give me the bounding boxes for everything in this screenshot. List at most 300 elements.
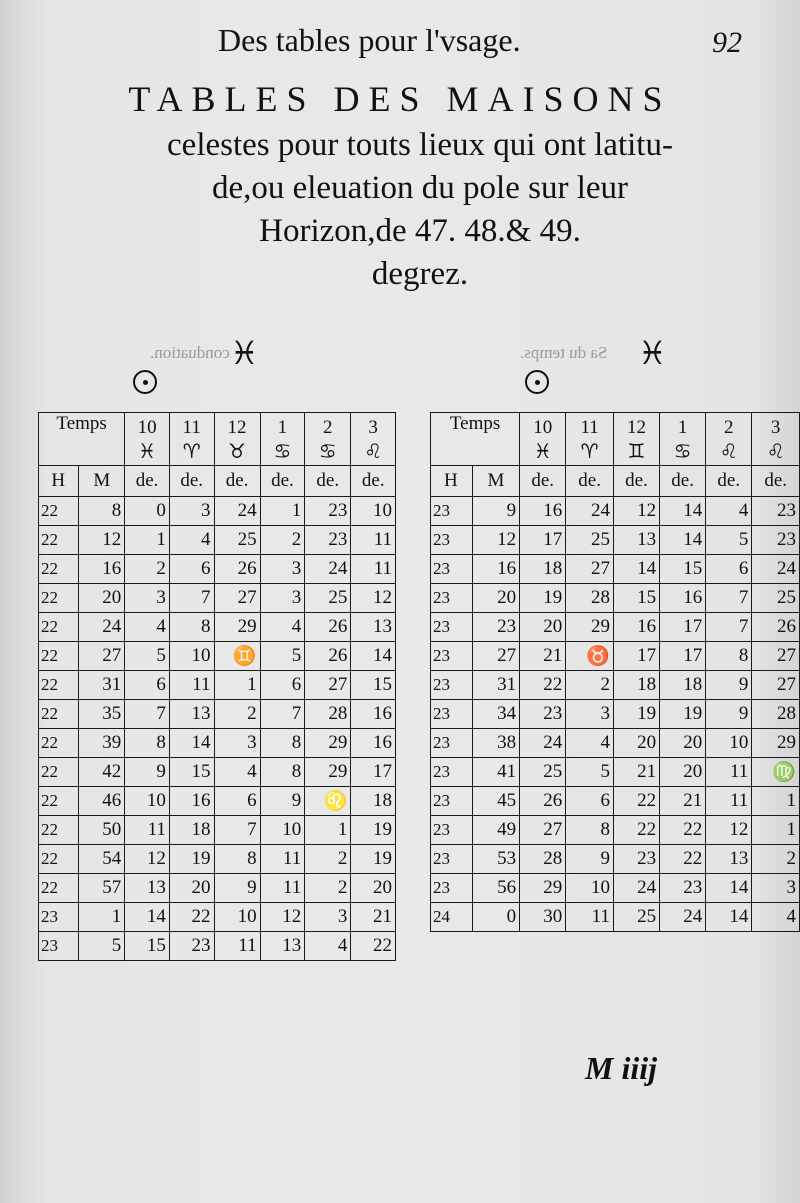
hour-cell: 23 (431, 700, 473, 729)
degree-cell: ♉ (566, 642, 614, 671)
degree-cell: 11 (125, 816, 170, 845)
degree-cell: 13 (169, 700, 214, 729)
hour-label: H (431, 466, 473, 497)
degree-cell: ♊ (214, 642, 260, 671)
degree-cell: 19 (660, 700, 706, 729)
table-row (39, 555, 396, 584)
house-number: 10 (520, 413, 566, 440)
degree-cell: 26 (520, 787, 566, 816)
degree-cell: 6 (169, 555, 214, 584)
table-row (39, 874, 396, 903)
degree-cell: 0 (125, 497, 170, 526)
degree-cell: 8 (260, 729, 305, 758)
minute-cell: 39 (79, 729, 125, 758)
degree-cell: 26 (305, 642, 351, 671)
degree-cell: 10 (706, 729, 752, 758)
zodiac-sign-icon: ♈ (169, 439, 214, 466)
degree-cell: 14 (706, 874, 752, 903)
degree-cell: 14 (660, 526, 706, 555)
degree-cell: 4 (214, 758, 260, 787)
degree-cell: 30 (520, 903, 566, 932)
degree-cell: 7 (260, 700, 305, 729)
degree-cell: 25 (520, 758, 566, 787)
degree-cell: 22 (169, 903, 214, 932)
degree-cell: 27 (520, 816, 566, 845)
hour-cell: 22 (39, 642, 79, 671)
degree-cell: 18 (520, 555, 566, 584)
house-number: 2 (305, 413, 351, 440)
minute-cell: 9 (472, 497, 519, 526)
degree-cell: 27 (214, 584, 260, 613)
degree-cell: 7 (169, 584, 214, 613)
degree-cell: 12 (125, 845, 170, 874)
degree-cell: 9 (706, 700, 752, 729)
minute-cell: 24 (79, 613, 125, 642)
degree-cell: 21 (520, 642, 566, 671)
degree-cell: 25 (566, 526, 614, 555)
page-number: 92 (712, 26, 742, 59)
table-row (39, 700, 396, 729)
degree-cell: 15 (125, 932, 170, 961)
degree-cell: 21 (351, 903, 396, 932)
degree-cell: 25 (214, 526, 260, 555)
degree-cell: 17 (613, 642, 659, 671)
degree-cell: 24 (613, 874, 659, 903)
degree-cell: 1 (214, 671, 260, 700)
show-through-text: conduation. (150, 343, 230, 362)
degree-label: de. (214, 466, 260, 497)
hour-cell: 22 (39, 671, 79, 700)
minute-cell: 5 (79, 932, 125, 961)
degree-cell: 21 (613, 758, 659, 787)
table-row (431, 903, 800, 932)
degree-cell: 23 (169, 932, 214, 961)
show-through-text: Sa du temps. (520, 343, 608, 362)
minute-cell: 8 (79, 497, 125, 526)
degree-cell: 5 (260, 642, 305, 671)
degree-cell: 2 (214, 700, 260, 729)
minute-cell: 23 (472, 613, 519, 642)
degree-cell: 1 (752, 816, 800, 845)
minute-cell: 42 (79, 758, 125, 787)
table-row (39, 903, 396, 932)
degree-label: de. (706, 466, 752, 497)
degree-cell: 15 (169, 758, 214, 787)
hour-cell: 23 (431, 787, 473, 816)
degree-cell: 21 (660, 787, 706, 816)
hour-cell: 24 (431, 903, 473, 932)
degree-cell: 27 (305, 671, 351, 700)
minute-cell: 12 (79, 526, 125, 555)
zodiac-sign-icon: ♌ (752, 439, 800, 466)
degree-cell: 16 (351, 700, 396, 729)
degree-cell: 2 (125, 555, 170, 584)
hour-cell: 23 (39, 903, 79, 932)
degree-cell: 13 (351, 613, 396, 642)
degree-label: de. (566, 466, 614, 497)
running-head (0, 22, 800, 66)
signature-mark: M iiij (585, 1050, 658, 1086)
hour-cell: 23 (431, 671, 473, 700)
degree-cell: 29 (752, 729, 800, 758)
zodiac-sign-icon: ♉ (214, 439, 260, 466)
hour-cell: 23 (431, 526, 473, 555)
degree-cell: ♍ (752, 758, 800, 787)
table-row (39, 758, 396, 787)
table-row (431, 584, 800, 613)
hour-cell: 23 (39, 932, 79, 961)
minute-cell: 54 (79, 845, 125, 874)
degree-cell: 10 (351, 497, 396, 526)
degree-cell: 9 (706, 671, 752, 700)
unit-row (431, 466, 800, 497)
degree-cell: 11 (706, 787, 752, 816)
degree-cell: 28 (752, 700, 800, 729)
table-row (431, 613, 800, 642)
house-number: 10 (125, 413, 170, 440)
degree-cell: 23 (305, 526, 351, 555)
degree-cell: 11 (169, 671, 214, 700)
degree-cell: 10 (169, 642, 214, 671)
table-row (431, 497, 800, 526)
hour-cell: 22 (39, 584, 79, 613)
hour-cell: 22 (39, 845, 79, 874)
hour-cell: 22 (39, 874, 79, 903)
house-number: 1 (260, 413, 305, 440)
pisces-sign-left: ♓ (230, 334, 259, 372)
degree-cell: 14 (706, 903, 752, 932)
minute-cell: 57 (79, 874, 125, 903)
degree-cell: 29 (305, 758, 351, 787)
degree-cell: 22 (660, 845, 706, 874)
degree-cell: 23 (613, 845, 659, 874)
table-row (39, 729, 396, 758)
degree-label: de. (260, 466, 305, 497)
minute-cell: 35 (79, 700, 125, 729)
degree-cell: 26 (214, 555, 260, 584)
zodiac-sign-icon: ♈ (566, 439, 614, 466)
degree-cell: 5 (566, 758, 614, 787)
degree-label: de. (752, 466, 800, 497)
table-row (39, 613, 396, 642)
house-number: 3 (752, 413, 800, 440)
minute-cell: 1 (79, 903, 125, 932)
zodiac-sign-icon: ♓ (520, 439, 566, 466)
hour-cell: 22 (39, 613, 79, 642)
degree-label: de. (613, 466, 659, 497)
degree-cell: 11 (351, 555, 396, 584)
hour-cell: 23 (431, 874, 473, 903)
degree-cell: 16 (520, 497, 566, 526)
degree-cell: 11 (260, 845, 305, 874)
house-tables (38, 412, 800, 1040)
degree-cell: 8 (214, 845, 260, 874)
degree-label: de. (351, 466, 396, 497)
degree-cell: 9 (260, 787, 305, 816)
degree-cell: 24 (214, 497, 260, 526)
hour-cell: 22 (39, 729, 79, 758)
degree-cell: 25 (613, 903, 659, 932)
degree-cell: 4 (169, 526, 214, 555)
degree-cell: 6 (706, 555, 752, 584)
degree-cell: 11 (260, 874, 305, 903)
hour-cell: 22 (39, 758, 79, 787)
degree-cell: 6 (260, 671, 305, 700)
degree-cell: 9 (566, 845, 614, 874)
degree-cell: 25 (305, 584, 351, 613)
degree-cell: 14 (613, 555, 659, 584)
table-row (431, 845, 800, 874)
zodiac-sign-icon: ♋ (260, 439, 305, 466)
hour-cell: 22 (39, 787, 79, 816)
degree-cell: 22 (520, 671, 566, 700)
zodiac-sign-icon: ♌ (706, 439, 752, 466)
degree-cell: 2 (752, 845, 800, 874)
house-number: 12 (613, 413, 659, 440)
house-number: 3 (351, 413, 396, 440)
hour-cell: 23 (431, 613, 473, 642)
degree-cell: 8 (566, 816, 614, 845)
degree-cell: 27 (752, 642, 800, 671)
degree-label: de. (169, 466, 214, 497)
hour-cell: 22 (39, 555, 79, 584)
hour-cell: 22 (39, 816, 79, 845)
degree-cell: 14 (125, 903, 170, 932)
degree-cell: 20 (613, 729, 659, 758)
sun-icon (133, 370, 157, 394)
degree-cell: 7 (706, 584, 752, 613)
hour-cell: 22 (39, 497, 79, 526)
degree-cell: 20 (660, 729, 706, 758)
degree-cell: 10 (125, 787, 170, 816)
degree-cell: 18 (169, 816, 214, 845)
minute-cell: 46 (79, 787, 125, 816)
degree-cell: 17 (660, 613, 706, 642)
degree-cell: ♌ (305, 787, 351, 816)
degree-cell: 3 (305, 903, 351, 932)
table-row (39, 584, 396, 613)
degree-cell: 14 (351, 642, 396, 671)
degree-cell: 19 (613, 700, 659, 729)
table-row (431, 787, 800, 816)
degree-cell: 28 (566, 584, 614, 613)
hour-cell: 22 (39, 526, 79, 555)
temps-header: Temps (39, 413, 125, 466)
degree-cell: 13 (613, 526, 659, 555)
degree-cell: 4 (566, 729, 614, 758)
degree-cell: 13 (706, 845, 752, 874)
minute-cell: 53 (472, 845, 519, 874)
page-title: TABLES DES MAISONS (128, 79, 672, 119)
running-title: Des tables pour l'vsage. (218, 22, 521, 58)
degree-cell: 29 (566, 613, 614, 642)
subtitle-line: Horizon,de 47. 48.& 49. (259, 213, 581, 249)
table-row (39, 787, 396, 816)
degree-cell: 1 (305, 816, 351, 845)
temps-header: Temps (431, 413, 520, 466)
degree-cell: 11 (351, 526, 396, 555)
degree-cell: 13 (125, 874, 170, 903)
table-row (431, 874, 800, 903)
degree-cell: 23 (305, 497, 351, 526)
degree-cell: 4 (125, 613, 170, 642)
degree-cell: 23 (520, 700, 566, 729)
degree-cell: 22 (613, 787, 659, 816)
degree-cell: 11 (706, 758, 752, 787)
minute-cell: 27 (472, 642, 519, 671)
table-row (39, 816, 396, 845)
minute-cell: 27 (79, 642, 125, 671)
degree-cell: 24 (566, 497, 614, 526)
minute-cell: 34 (472, 700, 519, 729)
degree-label: de. (520, 466, 566, 497)
subtitle-line: de,ou eleuation du pole sur leur (211, 170, 629, 206)
degree-cell: 9 (214, 874, 260, 903)
degree-cell: 5 (125, 642, 170, 671)
degree-cell: 29 (214, 613, 260, 642)
minute-cell: 16 (472, 555, 519, 584)
hour-cell: 23 (431, 758, 473, 787)
degree-cell: 12 (351, 584, 396, 613)
degree-cell: 11 (566, 903, 614, 932)
degree-cell: 23 (752, 497, 800, 526)
degree-cell: 12 (260, 903, 305, 932)
degree-cell: 6 (566, 787, 614, 816)
hour-cell: 22 (39, 700, 79, 729)
minute-cell: 38 (472, 729, 519, 758)
table-row (39, 671, 396, 700)
house-number-row (39, 413, 396, 440)
degree-cell: 16 (351, 729, 396, 758)
degree-cell: 20 (351, 874, 396, 903)
degree-cell: 29 (520, 874, 566, 903)
table-row (431, 816, 800, 845)
degree-label: de. (125, 466, 170, 497)
degree-cell: 6 (125, 671, 170, 700)
degree-cell: 23 (660, 874, 706, 903)
degree-cell: 17 (351, 758, 396, 787)
degree-cell: 3 (566, 700, 614, 729)
degree-cell: 28 (305, 700, 351, 729)
degree-cell: 4 (305, 932, 351, 961)
zodiac-sign-icon: ♌ (351, 439, 396, 466)
degree-cell: 22 (660, 816, 706, 845)
degree-cell: 3 (752, 874, 800, 903)
degree-cell: 26 (752, 613, 800, 642)
degree-cell: 9 (125, 758, 170, 787)
minute-cell: 50 (79, 816, 125, 845)
degree-cell: 1 (125, 526, 170, 555)
hour-cell: 23 (431, 555, 473, 584)
hour-cell: 23 (431, 642, 473, 671)
house-number: 2 (706, 413, 752, 440)
table-row (39, 526, 396, 555)
house-number: 1 (660, 413, 706, 440)
degree-label: de. (305, 466, 351, 497)
degree-cell: 20 (169, 874, 214, 903)
zodiac-sign-icon: ♊ (613, 439, 659, 466)
house-number-row (431, 413, 800, 440)
hour-cell: 23 (431, 584, 473, 613)
degree-cell: 18 (613, 671, 659, 700)
zodiac-sign-icon: ♓ (125, 439, 170, 466)
degree-cell: 10 (260, 816, 305, 845)
degree-cell: 20 (520, 613, 566, 642)
hour-cell: 23 (431, 845, 473, 874)
degree-cell: 19 (351, 845, 396, 874)
table-row (39, 497, 396, 526)
unit-row (39, 466, 396, 497)
degree-cell: 18 (660, 671, 706, 700)
minute-cell: 41 (472, 758, 519, 787)
degree-cell: 3 (260, 584, 305, 613)
degree-cell: 3 (125, 584, 170, 613)
subtitle (100, 124, 740, 296)
degree-cell: 16 (613, 613, 659, 642)
degree-cell: 10 (566, 874, 614, 903)
degree-cell: 15 (660, 555, 706, 584)
table-row (39, 642, 396, 671)
degree-cell: 23 (752, 526, 800, 555)
degree-cell: 29 (305, 729, 351, 758)
degree-cell: 10 (214, 903, 260, 932)
table-row (431, 642, 800, 671)
degree-cell: 2 (305, 845, 351, 874)
house-number: 12 (214, 413, 260, 440)
table-row (39, 845, 396, 874)
degree-cell: 19 (351, 816, 396, 845)
degree-cell: 18 (351, 787, 396, 816)
minute-cell: 56 (472, 874, 519, 903)
minute-cell: 12 (472, 526, 519, 555)
degree-cell: 15 (351, 671, 396, 700)
degree-cell: 3 (169, 497, 214, 526)
degree-cell: 4 (260, 613, 305, 642)
degree-cell: 28 (520, 845, 566, 874)
minute-cell: 16 (79, 555, 125, 584)
minute-cell: 45 (472, 787, 519, 816)
degree-cell: 8 (169, 613, 214, 642)
degree-cell: 24 (520, 729, 566, 758)
degree-cell: 7 (214, 816, 260, 845)
degree-cell: 4 (706, 497, 752, 526)
degree-cell: 16 (660, 584, 706, 613)
degree-cell: 8 (125, 729, 170, 758)
table-row (431, 526, 800, 555)
minute-cell: 49 (472, 816, 519, 845)
degree-cell: 14 (660, 497, 706, 526)
degree-cell: 15 (613, 584, 659, 613)
degree-cell: 17 (520, 526, 566, 555)
hour-cell: 23 (431, 816, 473, 845)
degree-cell: 19 (520, 584, 566, 613)
minute-label: M (472, 466, 519, 497)
degree-cell: 24 (752, 555, 800, 584)
degree-cell: 4 (752, 903, 800, 932)
hour-label: H (39, 466, 79, 497)
degree-cell: 27 (566, 555, 614, 584)
minute-cell: 0 (472, 903, 519, 932)
degree-cell: 7 (706, 613, 752, 642)
table-row (431, 671, 800, 700)
table-row (431, 700, 800, 729)
houses-table-left (38, 412, 396, 961)
minute-cell: 31 (472, 671, 519, 700)
hour-cell: 23 (431, 729, 473, 758)
degree-cell: 2 (566, 671, 614, 700)
degree-cell: 22 (613, 816, 659, 845)
degree-cell: 2 (305, 874, 351, 903)
